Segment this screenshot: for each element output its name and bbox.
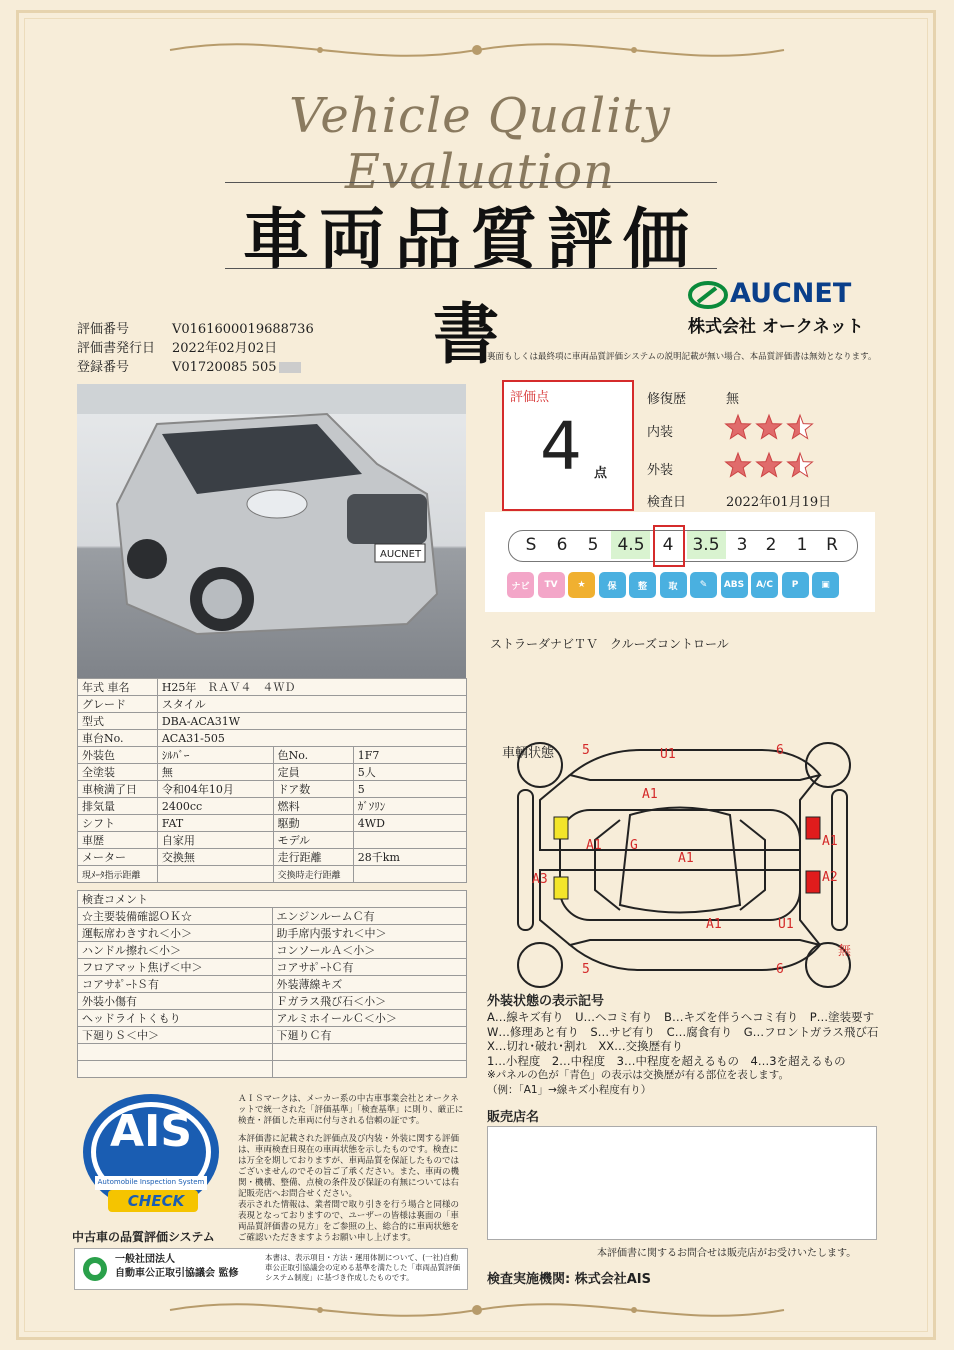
equipment-icon: 取 [660,572,687,598]
spec-value: ｶﾞｿﾘﾝ [353,798,466,815]
grade-label: 評価点 [510,390,550,405]
spec-label: 交換時走行距離 [273,866,353,883]
damage-label: A2 [822,870,838,885]
inspection-row [78,925,467,942]
spec-label: 車台No. [78,730,158,747]
vehicle-damage-diagram [500,740,870,990]
scale-highlight-3-5 [687,531,726,559]
inspection-table [77,890,467,1078]
spec-value: 令和04年10月 [157,781,273,798]
repair-label: 修復歴 [647,392,687,407]
exterior-label: 外装 [647,463,674,478]
inspection-comment: 外装薄線キズ [272,976,467,993]
spec-value: 1F7 [353,747,466,764]
spec-value: 4WD [353,815,466,832]
damage-label: 6 [776,962,784,977]
spec-value: 28千km [353,849,466,866]
spec-label: 色No. [273,747,353,764]
spec-value: 5人 [353,764,466,781]
grade-value: 4 [540,408,582,485]
spec-value: H25年 ＲＡＶ４ ４ＷＤ [157,679,466,696]
equipment-icon: P [782,572,809,598]
plate-text: AUCNET [380,549,422,560]
inspection-comment: 下廻りＳ＜中＞ [78,1027,273,1044]
spec-row [78,798,467,815]
spec-label: シフト [78,815,158,832]
inspection-comment [272,1061,467,1078]
reg-number: V01720085 505 [172,360,277,375]
spec-value: 2400cc [157,798,273,815]
legend-line: A…線キズ有り U…ヘコミ有り B…キズを伴うヘコミ有り P…塗装要す [487,1010,875,1024]
script-title: Vehicle Quality Evaluation [289,88,671,200]
specs-table [77,678,467,883]
inspect-label: 検査日 [647,495,687,510]
damage-label: 5 [582,962,590,977]
inspection-comment: 外装小傷有 [78,993,273,1010]
issue-date-label: 評価書発行日 [77,341,156,356]
ais-text-3: 表示された情報は、業者間で取り引きを行う場合と同様の表現となっておりますので、ユーザーの皆様は裏面の「車両品質評価書の見方」をご参照の上、総合的に車両状態をご確認いただきますようお願い申し上げます。 [238,1200,460,1243]
damage-label: A1 [822,834,838,849]
spec-value: スタイル [157,696,466,713]
damage-label: A1 [642,787,658,802]
star-icon [788,453,813,477]
inspection-row [78,959,467,976]
scale-item: 4 [662,535,674,555]
scale-item: 3.5 [692,535,720,555]
vehicle-photo [77,384,466,678]
spec-label: メーター [78,849,158,866]
spec-row [78,713,467,730]
eval-number-row [77,318,314,337]
spec-value: ｼﾙﾊﾞｰ [157,747,273,764]
spec-row [78,764,467,781]
inspection-comment [272,1044,467,1061]
spec-label: 全塗装 [78,764,158,781]
damage-label: 5 [582,743,590,758]
inspection-comment: Ｆガラス飛び石＜小＞ [272,993,467,1010]
spec-row [78,696,467,713]
inspection-comment: エンジンルームＣ有 [272,908,467,925]
eval-number-label: 評価番号 [77,322,130,337]
aucnet-logo [688,278,868,336]
interior-stars [724,413,824,447]
inspection-agency: 検査実施機関: 株式会社AIS [487,1272,651,1287]
inspection-comment: コアサﾎﾟｰﾄＣ有 [272,959,467,976]
inspection-comment: アルミホイールＣ＜小＞ [272,1010,467,1027]
spec-row [78,849,467,866]
inspection-comment: 運転席わきすれ＜小＞ [78,925,273,942]
association-text: 本書は、表示項目・方法・運用体制について、(一社)自動車公正取引協議会の定める基準を満たした「車両品質評価システム制度」に基づき作成したものです。 [265,1253,460,1282]
scale-item: 6 [556,535,568,555]
scale-item: 5 [587,535,599,555]
equipment-icon: ▣ [812,572,839,598]
ais-text-2: 本評価書に記載された評価点及び内装・外装に関する評価は、車両検査日現在の車両状態を示したものです。検査には万全を期しておりますが、車両品質を保証したものではございませんのでその旨ご了承ください。また、車両の機関・機構、整備、点検の条件及び保証の有無については右記販売店へお問合せください。 [238,1134,460,1199]
redaction-block [279,362,301,373]
grade-scale [508,530,858,562]
spec-label: 走行距離 [273,849,353,866]
star-icon [726,453,751,477]
issue-date-row [77,337,277,356]
legend-line: （例：「A1」→線キズ小程度有り） [487,1083,652,1096]
damage-label: A1 [706,917,722,932]
spec-value: FAT [157,815,273,832]
ais-badge-icon [80,1090,222,1226]
spec-label: 定員 [273,764,353,781]
damage-label: A1 [586,838,602,853]
equipment-icon: ABS [721,572,748,598]
reg-number-label: 登録番号 [77,360,130,375]
inspection-title: 検査コメント [78,891,467,908]
star-icon [757,415,782,439]
car-illustration [77,384,466,678]
spec-label: 駆動 [273,815,353,832]
spec-row [78,747,467,764]
spec-row [78,781,467,798]
reg-number-row [77,356,301,375]
legend-line: 1…小程度 2…中程度 3…中程度を超えるもの 4…3を超えるもの [487,1053,846,1068]
damage-label: A3 [532,872,548,887]
star-icon [757,453,782,477]
inspection-row [78,976,467,993]
spec-row [78,832,467,849]
spec-row [78,730,467,747]
inspection-comment: フロアマット焦げ＜中＞ [78,959,273,976]
ais-logo [80,1090,222,1226]
equipment-icon: ✎ [690,572,717,598]
spec-label: 車歴 [78,832,158,849]
spec-value: DBA-ACA31W [157,713,466,730]
spec-value [353,832,466,849]
inspection-row [78,1061,467,1078]
interior-label: 内装 [647,425,674,440]
equipment-icon: ★ [568,572,595,598]
spec-label: 外装色 [78,747,158,764]
ais-text-1: ＡＩＳマークは、メーカー系の中古車事業会社とオークネットで統一された「評価基準」「検査基準」に則り、厳正に検査・評価した車両に付与される信頼の証です。 [238,1094,464,1126]
equipment-icon: A/C [751,572,778,598]
ais-logo-text: AIS [109,1106,193,1157]
equipment-icon: 整 [629,572,656,598]
repair-value: 無 [726,392,740,407]
inspection-row [78,1010,467,1027]
aucnet-mark-icon [688,280,728,310]
inspection-comment: コンソールＡ＜小＞ [272,942,467,959]
spec-value: ACA31-505 [157,730,466,747]
damage-label: G [630,838,638,853]
inspection-comment: ☆主要装備確認ＯＫ☆ [78,908,273,925]
inspect-date: 2022年01月19日 [726,495,832,510]
spec-label: 型式 [78,713,158,730]
equipment-icon: TV [538,572,565,598]
spec-value [157,866,273,883]
inspection-comment: コアサﾎﾟｰﾄＳ有 [78,976,273,993]
inspection-comment: ハンドル擦れ＜小＞ [78,942,273,959]
association-logo-icon [81,1255,109,1283]
inspection-row [78,1044,467,1061]
spec-label: 現ﾒｰﾀ指示距離 [78,866,158,883]
spec-value: 自家用 [157,832,273,849]
scale-item: 1 [796,535,808,555]
issue-date: 2022年02月02日 [172,341,278,356]
spec-value: 無 [157,764,273,781]
ais-caption: 中古車の品質評価システム [72,1230,215,1244]
main-title: 車両品質評価書 [243,200,699,373]
spec-value: 交換無 [157,849,273,866]
spec-label: 年式 車名 [78,679,158,696]
spec-label: モデル [273,832,353,849]
legend-line: X…切れ･破れ･割れ XX…交換歴有り [487,1039,684,1053]
spec-label: 車検満了日 [78,781,158,798]
dealer-label: 販売店名 [487,1110,540,1125]
eval-number: V0161600019688736 [172,322,314,337]
validity-notice: 裏面もしくは最終項に車両品質評価システムの説明記載が無い場合、本品質評価書は無効となります。 [487,352,877,362]
spec-row [78,866,467,883]
spec-value [353,866,466,883]
scale-panel [485,512,875,612]
scale-selected-box [653,525,685,567]
scale-item: R [826,535,838,555]
contact-note: 本評価書に関するお問合せは販売店がお受けいたします。 [597,1248,857,1259]
inspection-comment [78,1061,273,1078]
spec-row [78,815,467,832]
aucnet-logo-text: AUCNET [730,278,852,309]
spec-row [78,679,467,696]
association-box [74,1248,468,1290]
inspection-row [78,993,467,1010]
scale-item: 4.5 [617,535,645,555]
spec-label: 燃料 [273,798,353,815]
ais-check: CHECK [127,1192,185,1210]
legend-title: 外装状態の表示記号 [487,994,605,1009]
legend-line: W…修理あと有り S…サビ有り C…腐食有り G…フロントガラス飛び石 [487,1024,879,1039]
company-name: 株式会社 オークネット [688,317,864,337]
inspection-row [78,908,467,925]
spec-label: 排気量 [78,798,158,815]
ais-logo-sub: Automobile Inspection System [97,1178,205,1186]
bottom-ornament [160,1290,794,1330]
grade-unit: 点 [594,466,608,481]
diagram-title: 車輌状態 [502,746,555,761]
spec-label: グレード [78,696,158,713]
inspection-row [78,1027,467,1044]
scale-highlight-4-5 [611,531,650,559]
damage-label: U1 [660,747,676,762]
damage-label: 6 [776,743,784,758]
inspection-comment [78,1044,273,1061]
star-icon [788,415,813,439]
scale-item: 3 [736,535,748,555]
star-icon [726,415,751,439]
damage-label: 無 [838,944,852,959]
inspection-comment: 助手席内張すれ＜中＞ [272,925,467,942]
inspection-comment: ヘッドライトくもり [78,1010,273,1027]
equipment-icon: 保 [599,572,626,598]
exterior-stars [724,451,824,485]
scale-item: S [525,535,537,555]
damage-label: A1 [678,851,694,866]
spec-value: 5 [353,781,466,798]
scale-item: 2 [765,535,777,555]
legend-line: ※パネルの色が「青色」の表示は交換歴が有る部位を表します。 [487,1069,789,1081]
spec-label: ドア数 [273,781,353,798]
equipment-icon: ナビ [507,572,534,598]
damage-label: U1 [778,917,794,932]
association-name: 一般社団法人 自動車公正取引協議会 監修 [115,1254,239,1279]
inspection-row [78,942,467,959]
grade-box [502,380,634,511]
inspection-comment: 下廻りＣ有 [272,1027,467,1044]
options-text: ストラーダナビＴＶ クルーズコントロール [490,637,729,651]
dealer-box [487,1126,877,1240]
top-ornament [160,30,794,70]
